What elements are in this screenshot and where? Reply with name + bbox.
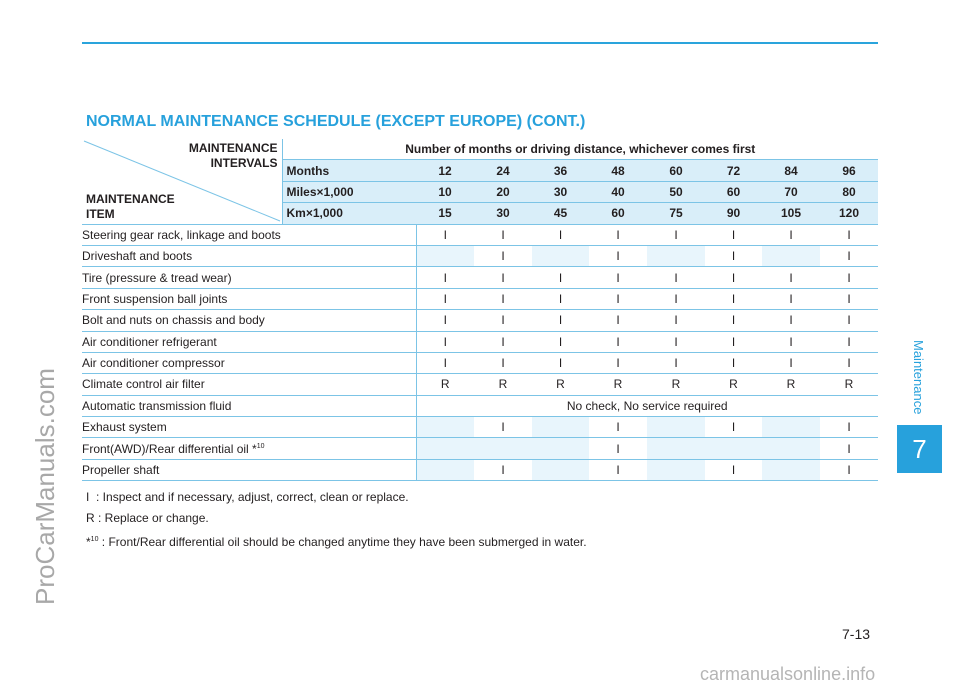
schedule-cell [762, 417, 820, 438]
schedule-cell: I [474, 417, 532, 438]
schedule-cell: I [589, 331, 647, 352]
table-row [82, 288, 878, 309]
schedule-cell: I [647, 224, 705, 245]
schedule-cell: I [416, 310, 474, 331]
schedule-cell: R [589, 374, 647, 395]
legend-marker: * [86, 535, 91, 549]
item-name [82, 374, 416, 395]
schedule-cell: I [589, 245, 647, 266]
schedule-cell: I [532, 224, 589, 245]
header-top-label: Number of months or driving distance, whichever comes first [282, 139, 878, 160]
schedule-cell: I [532, 267, 589, 288]
schedule-cell [762, 438, 820, 459]
schedule-cell [762, 459, 820, 480]
schedule-cell: I [416, 331, 474, 352]
schedule-cell [532, 245, 589, 266]
section-side-label: Maintenance [911, 340, 926, 415]
schedule-cell: I [532, 352, 589, 373]
footnote-marker: 10 [90, 536, 99, 543]
schedule-cell: R [416, 374, 474, 395]
table-row [82, 438, 878, 459]
schedule-cell: I [762, 267, 820, 288]
legend-marker: I [86, 490, 90, 504]
item-name [82, 288, 416, 309]
schedule-cell: I [589, 459, 647, 480]
schedule-cell: I [647, 331, 705, 352]
schedule-cell: I [416, 352, 474, 373]
schedule-cell: I [647, 288, 705, 309]
schedule-cell: I [705, 288, 762, 309]
table-row [82, 395, 878, 416]
schedule-cell: I [762, 331, 820, 352]
schedule-cell: I [820, 438, 878, 459]
header-row-label: Km×1,000 [282, 203, 416, 224]
header-interval-value: 30 [474, 203, 532, 224]
schedule-cell: I [589, 310, 647, 331]
schedule-cell: I [474, 224, 532, 245]
header-interval-value: 50 [647, 181, 705, 202]
item-name-text: Propeller shaft [82, 463, 160, 478]
schedule-cell: I [705, 459, 762, 480]
schedule-cell: I [820, 310, 878, 331]
header-interval-value: 60 [589, 203, 647, 224]
schedule-cell: I [820, 288, 878, 309]
table-row [82, 417, 878, 438]
schedule-cell: I [589, 352, 647, 373]
intervals-line-2: INTERVALS [210, 156, 278, 170]
item-name [82, 245, 416, 266]
schedule-cell [647, 417, 705, 438]
header-interval-value: 45 [532, 203, 589, 224]
header-interval-value: 75 [647, 203, 705, 224]
legend-text: : Front/Rear differential oil should be changed anytime they have been submerged in water. [98, 535, 587, 549]
header-interval-value: 36 [532, 160, 589, 181]
schedule-cell: I [647, 267, 705, 288]
schedule-cell: R [647, 374, 705, 395]
chapter-number: 7 [912, 433, 927, 464]
item-line-1: MAINTENANCE [86, 191, 175, 206]
table-row [82, 267, 878, 288]
header-interval-value: 60 [705, 181, 762, 202]
schedule-cell [416, 459, 474, 480]
schedule-cell: I [820, 331, 878, 352]
schedule-cell: I [532, 288, 589, 309]
item-name [82, 438, 416, 459]
schedule-cell: R [762, 374, 820, 395]
schedule-cell [762, 245, 820, 266]
schedule-cell [532, 459, 589, 480]
schedule-cell [647, 245, 705, 266]
chapter-tab [897, 425, 942, 473]
header-interval-value: 105 [762, 203, 820, 224]
schedule-cell: I [705, 267, 762, 288]
table-row [82, 245, 878, 266]
schedule-cell: I [589, 267, 647, 288]
legend-marker: R [86, 511, 95, 525]
schedule-cell: I [820, 224, 878, 245]
schedule-cell [532, 417, 589, 438]
schedule-cell: I [416, 288, 474, 309]
item-name-text: Air conditioner compressor [82, 356, 225, 371]
item-name-text: Steering gear rack, linkage and boots [82, 227, 281, 242]
schedule-cell: I [474, 267, 532, 288]
schedule-cell: I [589, 417, 647, 438]
watermark-bottom: carmanualsonline.info [700, 664, 876, 684]
intervals-line-1: MAINTENANCE [188, 141, 278, 155]
item-name [82, 395, 416, 416]
item-name-text: Tire (pressure & tread wear) [82, 270, 232, 285]
header-corner-cell [82, 139, 282, 224]
header-interval-value: 84 [762, 160, 820, 181]
schedule-cell [416, 417, 474, 438]
header-interval-value: 60 [647, 160, 705, 181]
header-interval-value: 15 [416, 203, 474, 224]
header-row-label: Months [282, 160, 416, 181]
legend-text: : Replace or change. [94, 511, 209, 525]
schedule-cell [647, 438, 705, 459]
schedule-cell [532, 438, 589, 459]
header-interval-value: 80 [820, 181, 878, 202]
merged-value: No check, No service required [416, 395, 878, 416]
header-interval-value: 40 [589, 181, 647, 202]
page-title: NORMAL MAINTENANCE SCHEDULE (EXCEPT EUROPE) (CONT.) [86, 113, 586, 130]
schedule-cell: I [762, 352, 820, 373]
schedule-cell: I [705, 417, 762, 438]
top-rule [82, 42, 878, 44]
schedule-cell: I [589, 438, 647, 459]
schedule-cell: I [647, 310, 705, 331]
footnote-marker: 10 [256, 442, 265, 450]
item-name [82, 267, 416, 288]
schedule-cell: I [820, 245, 878, 266]
header-row-label: Miles×1,000 [282, 181, 416, 202]
schedule-cell: I [705, 224, 762, 245]
header-interval-value: 10 [416, 181, 474, 202]
schedule-cell: I [647, 352, 705, 373]
schedule-cell: I [820, 352, 878, 373]
header-interval-value: 96 [820, 160, 878, 181]
item-name-text: Climate control air filter [82, 377, 205, 392]
header-item-label [86, 192, 175, 222]
page-number: 7-13 [842, 626, 871, 642]
item-name-text: Air conditioner refrigerant [82, 334, 217, 349]
schedule-cell: I [820, 417, 878, 438]
table-row [82, 352, 878, 373]
item-name-text: Bolt and nuts on chassis and body [82, 313, 265, 328]
item-name [82, 224, 416, 245]
table-row [82, 331, 878, 352]
item-name [82, 352, 416, 373]
schedule-cell: I [474, 459, 532, 480]
legend-note [86, 487, 587, 508]
header-interval-value: 30 [532, 181, 589, 202]
table-row [82, 224, 878, 245]
schedule-cell: I [589, 224, 647, 245]
schedule-cell: I [705, 331, 762, 352]
schedule-cell: R [532, 374, 589, 395]
schedule-cell: I [474, 310, 532, 331]
header-interval-value: 72 [705, 160, 762, 181]
schedule-cell: I [532, 331, 589, 352]
item-line-2: ITEM [86, 206, 115, 221]
table-row [82, 310, 878, 331]
item-name-text: Front(AWD)/Rear differential oil * [82, 441, 257, 456]
header-interval-value: 24 [474, 160, 532, 181]
item-name-text: Exhaust system [82, 420, 167, 435]
item-name-text: Front suspension ball joints [82, 291, 228, 306]
schedule-cell: I [532, 310, 589, 331]
legend-text: : Inspect and if necessary, adjust, correct, clean or replace. [89, 490, 409, 504]
item-name-text: Automatic transmission fluid [82, 398, 232, 413]
schedule-cell: I [589, 288, 647, 309]
header-intervals-label [189, 141, 278, 171]
schedule-cell: I [705, 352, 762, 373]
header-interval-value: 48 [589, 160, 647, 181]
header-interval-value: 70 [762, 181, 820, 202]
schedule-cell: R [820, 374, 878, 395]
legend-notes [86, 487, 587, 553]
item-name [82, 331, 416, 352]
item-name [82, 417, 416, 438]
table-row [82, 459, 878, 480]
schedule-cell: I [762, 224, 820, 245]
watermark-left: ProCarManuals.com [30, 368, 60, 605]
schedule-cell: I [416, 267, 474, 288]
item-name [82, 310, 416, 331]
header-interval-value: 90 [705, 203, 762, 224]
schedule-cell: R [705, 374, 762, 395]
schedule-cell: I [474, 352, 532, 373]
schedule-cell: I [474, 245, 532, 266]
maintenance-schedule-table [82, 139, 878, 481]
item-name-text: Driveshaft and boots [82, 249, 193, 264]
header-interval-value: 12 [416, 160, 474, 181]
schedule-cell [416, 245, 474, 266]
table-row [82, 374, 878, 395]
item-name [82, 459, 416, 480]
header-interval-value: 120 [820, 203, 878, 224]
schedule-cell [647, 459, 705, 480]
header-interval-value: 20 [474, 181, 532, 202]
legend-note [86, 508, 587, 529]
schedule-cell: I [762, 288, 820, 309]
schedule-cell [474, 438, 532, 459]
schedule-cell [705, 438, 762, 459]
schedule-cell: I [474, 331, 532, 352]
schedule-cell [416, 438, 474, 459]
schedule-cell: I [474, 288, 532, 309]
schedule-cell: I [416, 224, 474, 245]
schedule-cell: I [705, 310, 762, 331]
schedule-cell: R [474, 374, 532, 395]
schedule-cell: I [820, 267, 878, 288]
schedule-cell: I [705, 245, 762, 266]
legend-note [86, 529, 587, 553]
schedule-cell: I [762, 310, 820, 331]
schedule-cell: I [820, 459, 878, 480]
